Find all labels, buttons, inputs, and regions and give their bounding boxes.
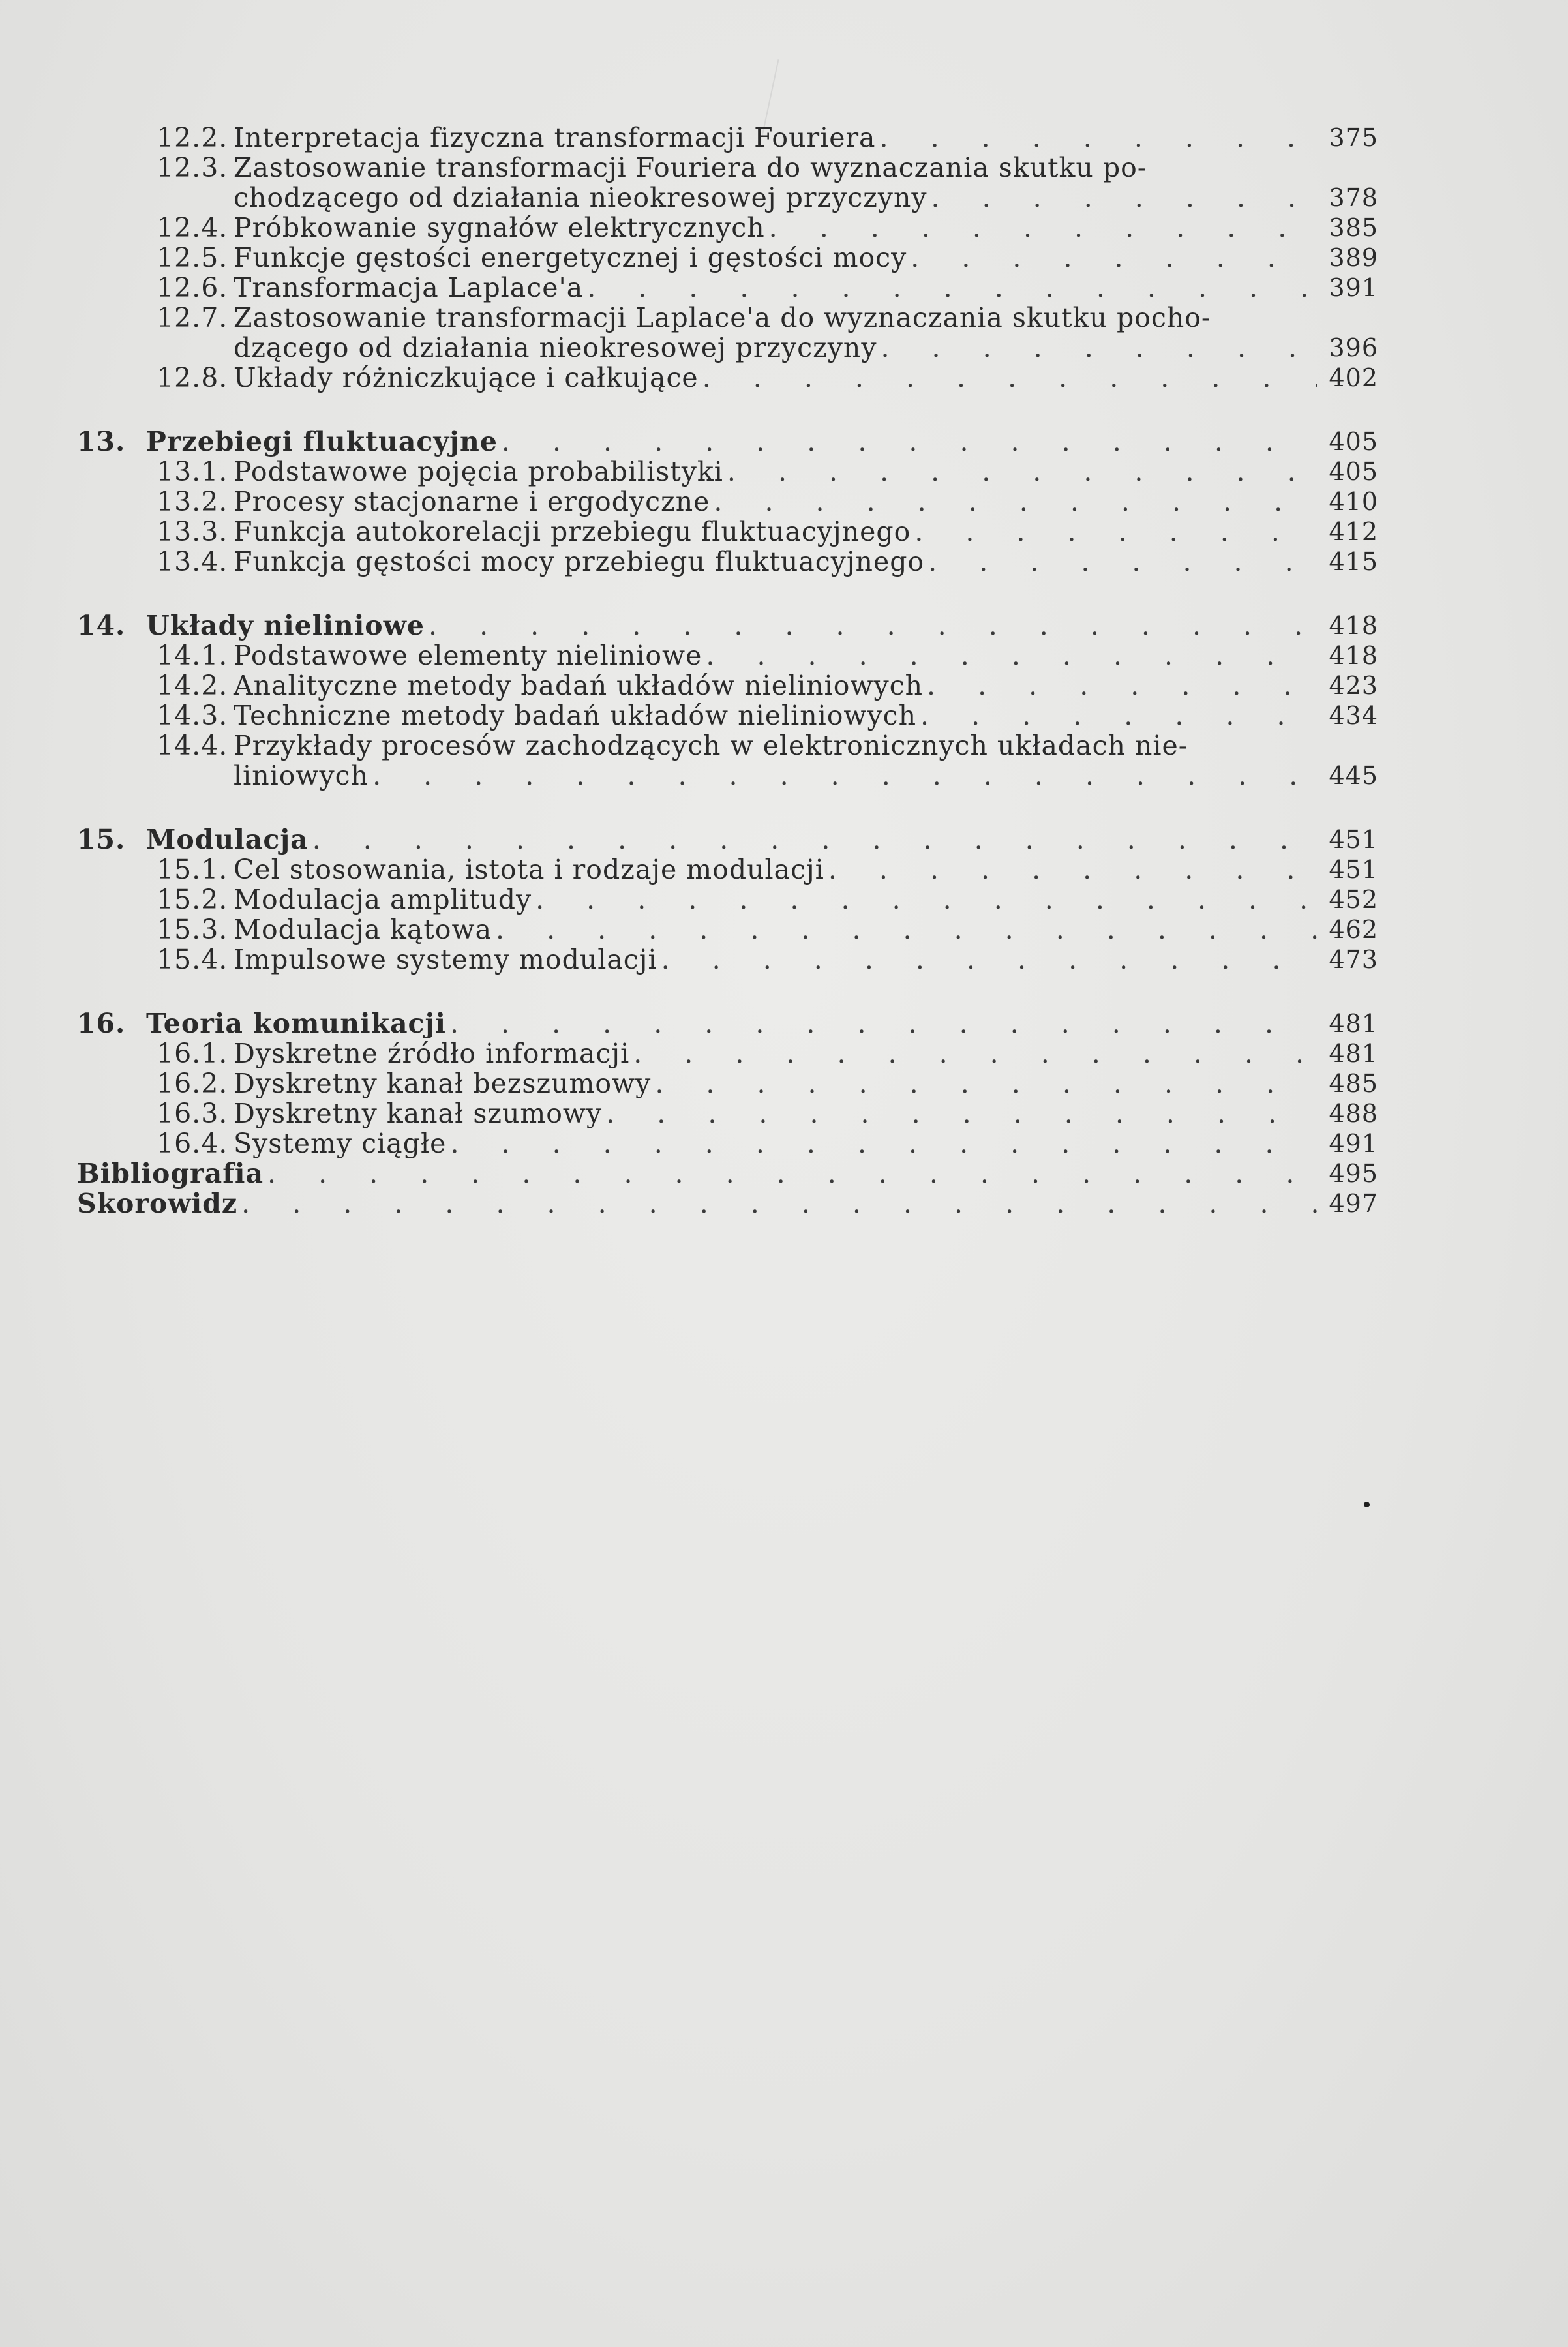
toc-entry-14-4 bbox=[77, 731, 1378, 791]
toc-entry-title: Modulacja kątowa bbox=[234, 914, 492, 945]
toc-entry-page: 485 bbox=[1329, 1069, 1378, 1098]
toc-entry-title-continued: dzącego od działania nieokresowej przyczyny bbox=[234, 332, 877, 363]
toc-entry-16-3 bbox=[77, 1098, 1378, 1128]
toc-entry-title: Zastosowanie transformacji Fouriera do wyznaczania skutku po- bbox=[234, 152, 1147, 183]
toc-entry-title: Podstawowe pojęcia probabilistyki bbox=[234, 456, 723, 487]
toc-entry-number: 12.6. bbox=[157, 272, 228, 303]
toc-chapter-title: Skorowidz bbox=[77, 1188, 238, 1219]
toc-entry-page: 418 bbox=[1329, 641, 1378, 670]
toc-entry-number: 13.2. bbox=[157, 486, 228, 517]
dot-leader bbox=[769, 213, 1317, 243]
toc-entry-13-3 bbox=[77, 517, 1378, 547]
dot-leader bbox=[920, 701, 1317, 731]
dot-leader bbox=[633, 1038, 1317, 1068]
toc-entry-title: Funkcja gęstości mocy przebiegu fluktuacyjnego bbox=[234, 546, 925, 577]
dot-leader bbox=[450, 1008, 1317, 1038]
toc-entry-13-2 bbox=[77, 487, 1378, 517]
toc-entry-page: 491 bbox=[1329, 1129, 1378, 1158]
toc-entry-title: Interpretacja fizyczna transformacji Fouriera bbox=[234, 122, 876, 153]
toc-entry-14-2 bbox=[77, 671, 1378, 701]
dot-leader bbox=[911, 243, 1317, 273]
toc-entry-title: Cel stosowania, istota i rodzaje modulacji bbox=[234, 854, 824, 885]
toc-chapter-13 bbox=[77, 427, 1378, 457]
toc-index bbox=[77, 1189, 1378, 1219]
toc-chapter-number: 15. bbox=[77, 824, 126, 855]
toc-entry-number: 12.5. bbox=[157, 242, 228, 273]
dot-leader bbox=[880, 123, 1318, 153]
toc-entry-title-continued: liniowych bbox=[234, 760, 369, 791]
toc-chapter-16 bbox=[77, 1008, 1378, 1038]
table-of-contents bbox=[77, 123, 1378, 1219]
toc-entry-12-7 bbox=[77, 303, 1378, 363]
toc-entry-number: 12.3. bbox=[157, 152, 228, 183]
dot-leader bbox=[502, 427, 1317, 457]
dot-leader bbox=[606, 1098, 1317, 1128]
toc-entry-number: 16.4. bbox=[157, 1128, 228, 1159]
toc-entry-page: 396 bbox=[1329, 333, 1378, 362]
dot-leader bbox=[928, 547, 1317, 577]
toc-entry-number: 12.7. bbox=[157, 302, 228, 333]
toc-entry-number: 14.3. bbox=[157, 700, 228, 731]
toc-entry-title: Impulsowe systemy modulacji bbox=[234, 944, 657, 975]
toc-entry-12-3 bbox=[77, 153, 1378, 213]
toc-entry-title: Techniczne metody badań układów nieliniowych bbox=[234, 700, 917, 731]
toc-entry-number: 14.4. bbox=[157, 730, 228, 761]
toc-entry-12-5 bbox=[77, 243, 1378, 273]
toc-entry-title: Analityczne metody badań układów nieliniowych bbox=[234, 670, 924, 701]
toc-entry-16-1 bbox=[77, 1038, 1378, 1068]
toc-entry-title: Układy różniczkujące i całkujące bbox=[234, 362, 699, 393]
dot-leader bbox=[241, 1189, 1317, 1219]
toc-entry-number: 14.2. bbox=[157, 670, 228, 701]
toc-entry-page: 385 bbox=[1329, 213, 1378, 242]
toc-entry-number: 16.2. bbox=[157, 1068, 228, 1099]
toc-chapter-title: Teoria komunikacji bbox=[146, 1008, 446, 1039]
toc-entry-13-4 bbox=[77, 547, 1378, 577]
dot-leader bbox=[429, 611, 1317, 641]
toc-entry-12-4 bbox=[77, 213, 1378, 243]
toc-entry-number: 15.1. bbox=[157, 854, 228, 885]
toc-entry-title: Dyskretny kanał szumowy bbox=[234, 1098, 603, 1129]
toc-entry-number: 13.1. bbox=[157, 456, 228, 487]
toc-entry-page: 402 bbox=[1329, 363, 1378, 392]
toc-bibliography bbox=[77, 1158, 1378, 1189]
toc-chapter-title: Bibliografia bbox=[77, 1158, 264, 1189]
dot-leader bbox=[661, 945, 1317, 975]
toc-entry-12-2 bbox=[77, 123, 1378, 153]
toc-entry-page: 495 bbox=[1329, 1159, 1378, 1188]
toc-entry-14-1 bbox=[77, 641, 1378, 671]
dot-leader bbox=[881, 333, 1317, 363]
toc-entry-page: 391 bbox=[1329, 273, 1378, 302]
toc-entry-number: 12.4. bbox=[157, 212, 228, 243]
toc-entry-12-6 bbox=[77, 273, 1378, 303]
dot-leader bbox=[931, 183, 1317, 213]
toc-entry-title: Podstawowe elementy nieliniowe bbox=[234, 640, 702, 671]
toc-entry-title: Modulacja amplitudy bbox=[234, 884, 532, 915]
toc-entry-page: 473 bbox=[1329, 945, 1378, 974]
toc-chapter-14 bbox=[77, 611, 1378, 641]
toc-entry-15-3 bbox=[77, 915, 1378, 945]
toc-entry-title: Funkcja autokorelacji przebiegu fluktuacyjnego bbox=[234, 516, 911, 547]
toc-entry-title: Transformacja Laplace'a bbox=[234, 272, 584, 303]
toc-entry-page: 418 bbox=[1329, 611, 1378, 640]
toc-entry-page: 451 bbox=[1329, 855, 1378, 884]
toc-entry-number: 13.4. bbox=[157, 546, 228, 577]
toc-entry-page: 451 bbox=[1329, 825, 1378, 854]
toc-entry-title: Zastosowanie transformacji Laplace'a do wyznaczania skutku pocho- bbox=[234, 302, 1211, 333]
toc-entry-page: 452 bbox=[1329, 885, 1378, 914]
toc-entry-number: 12.2. bbox=[157, 122, 228, 153]
dot-leader bbox=[450, 1128, 1317, 1158]
toc-entry-title-continued: chodzącego od działania nieokresowej przyczyny bbox=[234, 182, 927, 213]
dot-leader bbox=[587, 273, 1317, 303]
toc-chapter-15 bbox=[77, 825, 1378, 855]
dot-leader bbox=[714, 487, 1317, 517]
toc-chapter-number: 13. bbox=[77, 426, 126, 457]
toc-entry-14-3 bbox=[77, 701, 1378, 731]
toc-entry-page: 405 bbox=[1329, 427, 1378, 456]
toc-entry-number: 14.1. bbox=[157, 640, 228, 671]
toc-entry-number: 15.2. bbox=[157, 884, 228, 915]
toc-entry-13-1 bbox=[77, 457, 1378, 487]
toc-entry-title: Dyskretne źródło informacji bbox=[234, 1038, 630, 1069]
dot-leader bbox=[312, 825, 1317, 855]
toc-entry-page: 481 bbox=[1329, 1009, 1378, 1038]
toc-entry-number: 16.3. bbox=[157, 1098, 228, 1129]
dot-leader bbox=[372, 761, 1317, 791]
toc-chapter-title: Układy nieliniowe bbox=[146, 610, 425, 641]
toc-entry-page: 375 bbox=[1329, 123, 1378, 152]
dot-leader bbox=[496, 915, 1317, 945]
dot-leader bbox=[727, 457, 1317, 487]
toc-entry-title: Przykłady procesów zachodzących w elektronicznych układach nie- bbox=[234, 730, 1188, 761]
toc-entry-number: 15.4. bbox=[157, 944, 228, 975]
toc-entry-15-4 bbox=[77, 945, 1378, 975]
toc-entry-page: 405 bbox=[1329, 457, 1378, 486]
dot-leader bbox=[927, 671, 1317, 701]
toc-entry-number: 16.1. bbox=[157, 1038, 228, 1069]
toc-entry-15-1 bbox=[77, 855, 1378, 885]
toc-entry-page: 481 bbox=[1329, 1039, 1378, 1068]
dot-leader bbox=[267, 1158, 1317, 1189]
toc-entry-title: Dyskretny kanał bezszumowy bbox=[234, 1068, 652, 1099]
toc-chapter-title: Modulacja bbox=[146, 824, 309, 855]
toc-chapter-title: Przebiegi fluktuacyjne bbox=[146, 426, 498, 457]
toc-entry-title: Procesy stacjonarne i ergodyczne bbox=[234, 486, 710, 517]
toc-entry-page: 389 bbox=[1329, 243, 1378, 272]
toc-chapter-number: 14. bbox=[77, 610, 126, 641]
toc-entry-12-8 bbox=[77, 363, 1378, 393]
toc-entry-page: 434 bbox=[1329, 701, 1378, 730]
toc-chapter-number: 16. bbox=[77, 1008, 126, 1039]
toc-entry-page: 423 bbox=[1329, 671, 1378, 700]
toc-entry-number: 13.3. bbox=[157, 516, 228, 547]
toc-entry-number: 15.3. bbox=[157, 914, 228, 945]
toc-entry-page: 410 bbox=[1329, 487, 1378, 516]
toc-entry-16-4 bbox=[77, 1128, 1378, 1158]
toc-entry-number: 12.8. bbox=[157, 362, 228, 393]
toc-entry-page: 445 bbox=[1329, 761, 1378, 790]
toc-entry-page: 497 bbox=[1329, 1189, 1378, 1218]
toc-entry-16-2 bbox=[77, 1068, 1378, 1098]
toc-entry-15-2 bbox=[77, 885, 1378, 915]
dot-leader bbox=[828, 855, 1317, 885]
toc-entry-title: Systemy ciągłe bbox=[234, 1128, 447, 1159]
toc-entry-page: 412 bbox=[1329, 517, 1378, 546]
toc-entry-page: 462 bbox=[1329, 915, 1378, 944]
dot-leader bbox=[535, 885, 1317, 915]
dot-leader bbox=[655, 1068, 1317, 1098]
ink-speck bbox=[1364, 1502, 1370, 1507]
toc-entry-page: 415 bbox=[1329, 547, 1378, 576]
toc-entry-title: Funkcje gęstości energetycznej i gęstości mocy bbox=[234, 242, 907, 273]
dot-leader bbox=[706, 641, 1317, 671]
dot-leader bbox=[914, 517, 1317, 547]
toc-entry-page: 488 bbox=[1329, 1099, 1378, 1128]
dot-leader bbox=[702, 363, 1317, 393]
toc-entry-title: Próbkowanie sygnałów elektrycznych bbox=[234, 212, 765, 243]
toc-entry-page: 378 bbox=[1329, 183, 1378, 212]
